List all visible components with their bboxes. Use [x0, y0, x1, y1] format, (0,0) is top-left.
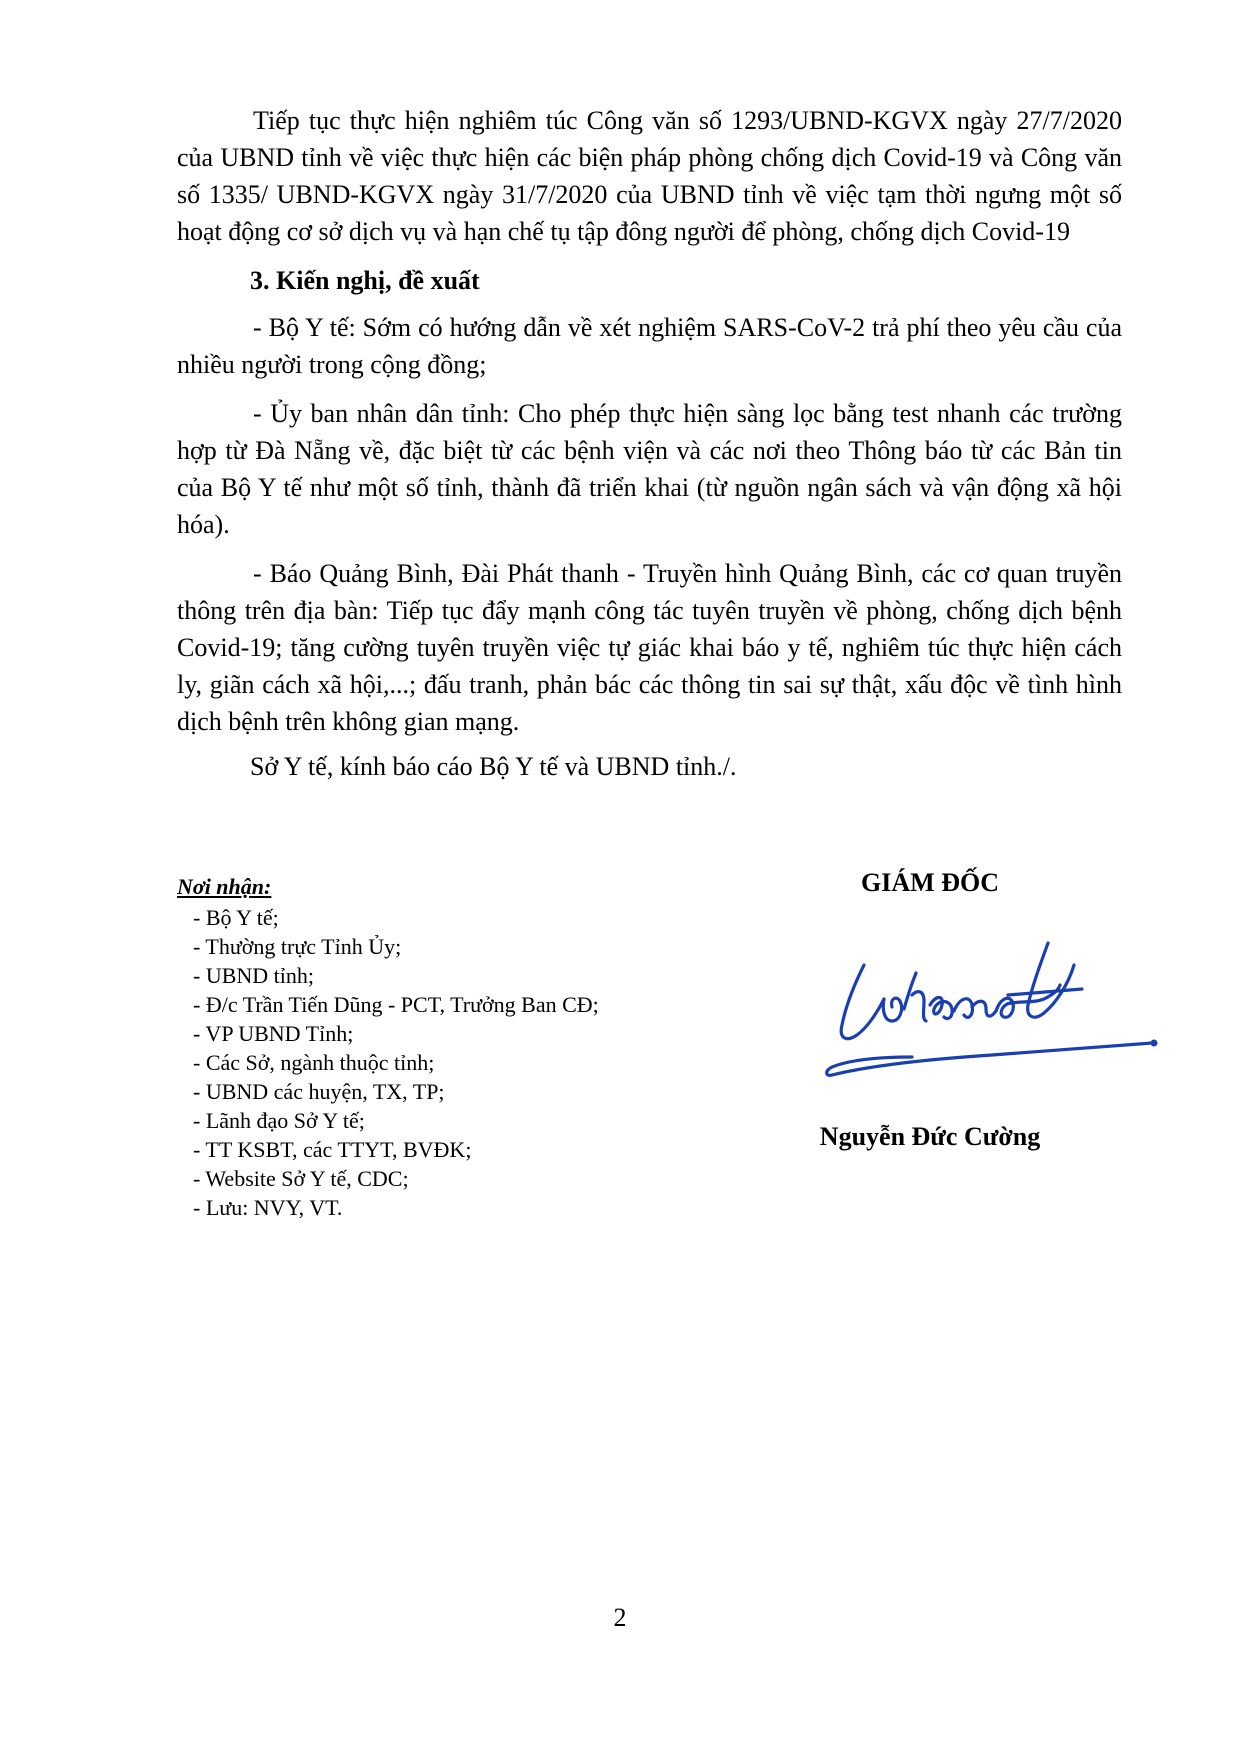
signature-strokes	[827, 943, 1152, 1075]
document-body	[177, 102, 1122, 785]
recipient-item: - UBND tỉnh;	[193, 963, 314, 988]
signature-end-dot	[1151, 1040, 1158, 1047]
recipient-item: - Thường trực Tỉnh Ủy;	[193, 934, 402, 959]
recommendation-media: - Báo Quảng Bình, Đài Phát thanh - Truyền hình Quảng Bình, các cơ quan truyền thông trên địa bàn: Tiếp tục đẩy mạnh công tác tuyên truyền về phòng, chống dịch bệnh Covid-19; tăng cường tuyên truyền việc tự giác khai báo y tế, nghiêm túc thực hiện cách ly, giãn cách xã hội,...; đấu tranh, phản bác các thông tin sai sự thật, xấu độc về tình hình dịch bệnh trên không gian mạng.	[177, 559, 1122, 736]
recommendation-provincial-committee: - Ủy ban nhân dân tỉnh: Cho phép thực hiện sàng lọc bằng test nhanh các trường hợp từ Đà Nẵng về, đặc biệt từ các bệnh viện và các nơi theo Thông báo từ các Bản tin của Bộ Y tế như một số tỉnh, thành đã triển khai (từ nguồn ngân sách và vận động xã hội hóa).	[177, 399, 1122, 539]
closing-statement: Sở Y tế, kính báo cáo Bộ Y tế và UBND tỉnh./.	[250, 752, 737, 781]
recipient-item: - Website Sở Y tế, CDC;	[193, 1166, 409, 1191]
recipient-item: - TT KSBT, các TTYT, BVĐK;	[193, 1137, 472, 1162]
recipient-item: - VP UBND Tỉnh;	[193, 1021, 354, 1046]
signer-name: Nguyễn Đức Cường	[819, 1122, 1041, 1151]
recipient-item: - Các Sở, ngành thuộc tỉnh;	[193, 1050, 435, 1075]
handwritten-signature	[812, 925, 1172, 1095]
recipient-item: - Đ/c Trần Tiến Dũng - PCT, Trưởng Ban CĐ;	[193, 992, 599, 1017]
recipient-item: - UBND các huyện, TX, TP;	[193, 1079, 445, 1104]
signer-position-title: GIÁM ĐỐC	[861, 868, 999, 897]
recipients-list	[177, 903, 737, 1222]
recipient-item: - Bộ Y tế;	[193, 905, 279, 930]
recipient-item: - Lưu: NVY, VT.	[193, 1195, 343, 1220]
recipients-block	[177, 872, 737, 1222]
recipients-title: Nơi nhận:	[177, 874, 272, 899]
section-heading-recommendations: 3. Kiến nghị, đề xuất	[250, 266, 480, 295]
page-number: 2	[613, 1603, 627, 1632]
recipient-item: - Lãnh đạo Sở Y tế;	[193, 1108, 365, 1133]
paragraph-continuing-measures: Tiếp tục thực hiện nghiêm túc Công văn số 1293/UBND-KGVX ngày 27/7/2020 của UBND tỉnh về việc thực hiện các biện pháp phòng chống dịch Covid-19 và Công văn số 1335/ UBND-KGVX ngày 31/7/2020 của UBND tỉnh về việc tạm thời ngưng một số hoạt động cơ sở dịch vụ và hạn chế tụ tập đông người để phòng, chống dịch Covid-19	[177, 106, 1122, 246]
recommendation-ministry-of-health: - Bộ Y tế: Sớm có hướng dẫn về xét nghiệm SARS-CoV-2 trả phí theo yêu cầu của nhiều người trong cộng đồng;	[177, 313, 1122, 379]
